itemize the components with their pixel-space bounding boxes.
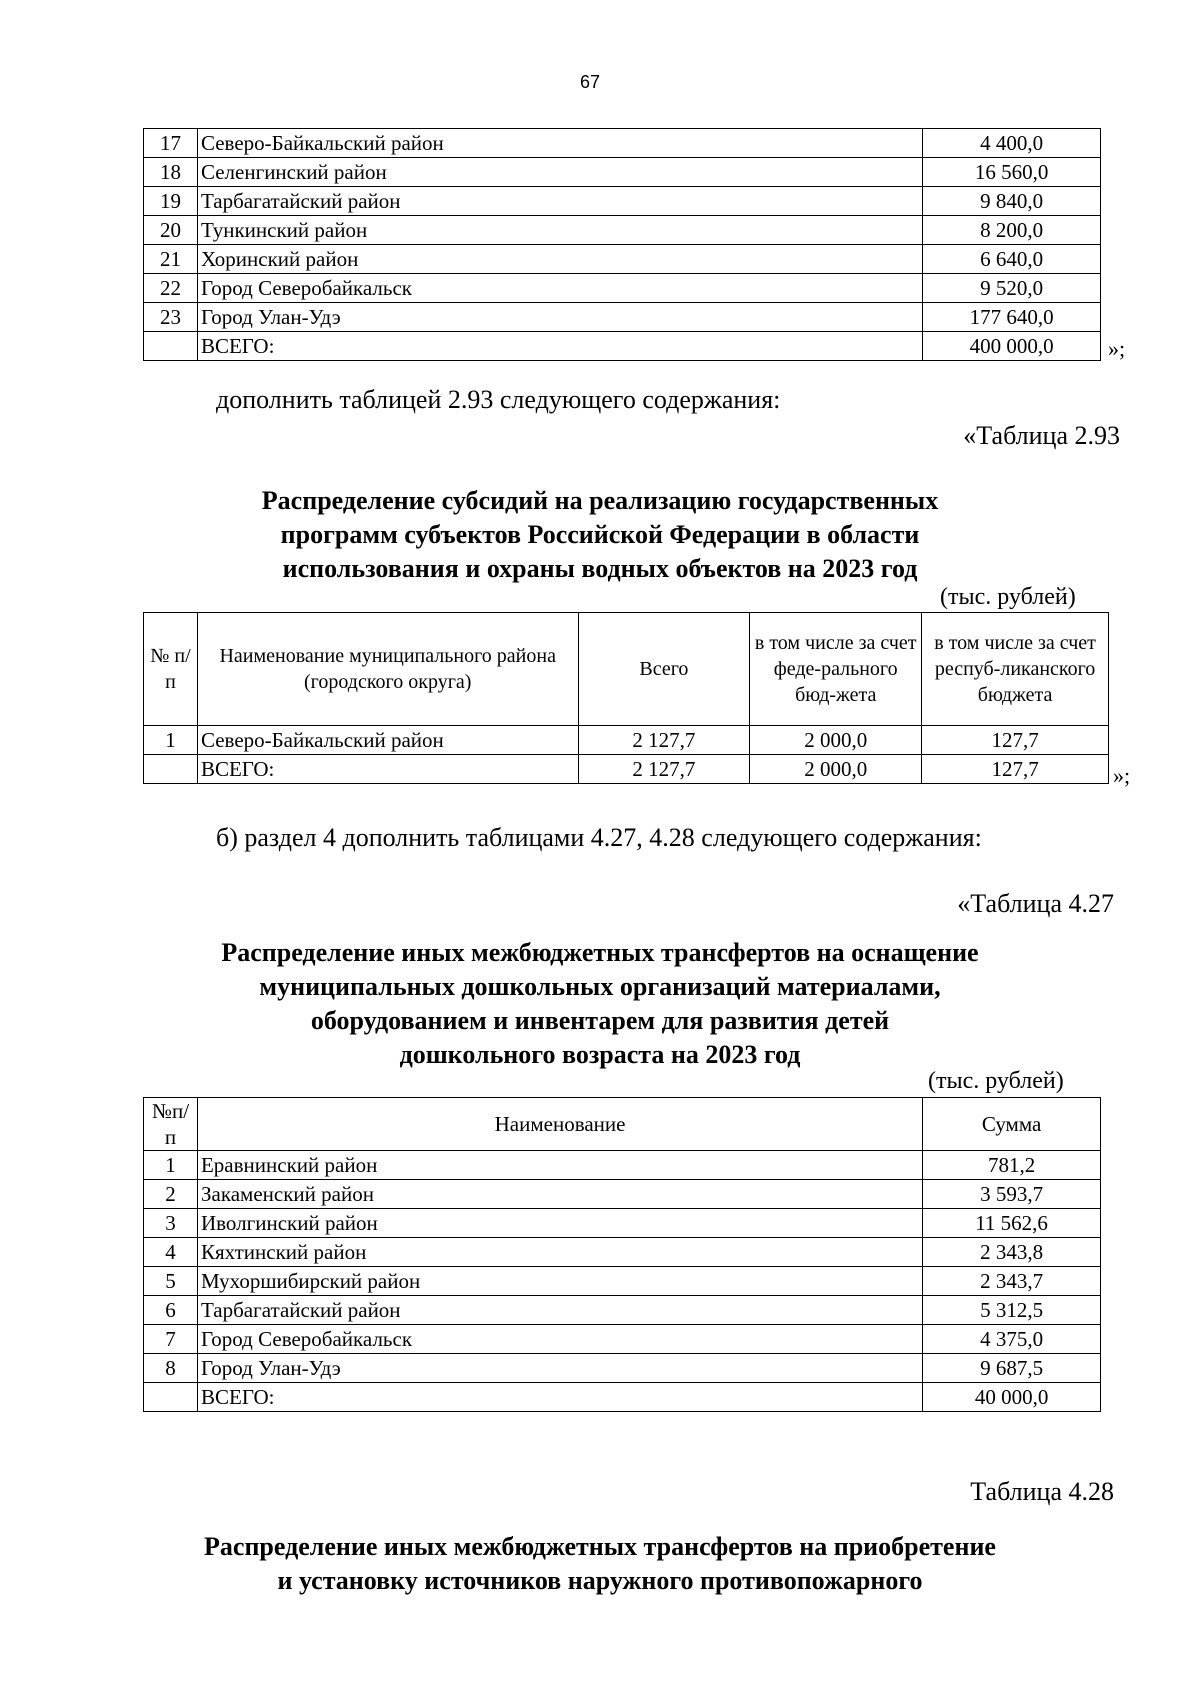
table-2-93 <box>143 612 1109 784</box>
row-number: 5 <box>144 1267 198 1296</box>
row-name: Еравнинский район <box>197 1151 922 1180</box>
header-name: Наименование муниципального района (городского округа) <box>197 613 578 726</box>
row-number: 20 <box>144 216 198 245</box>
table-header-row <box>144 613 1109 726</box>
total-label: ВСЕГО: <box>197 1383 922 1412</box>
row-number: 19 <box>144 187 198 216</box>
row-sum: 2 343,8 <box>923 1238 1101 1267</box>
table-row <box>144 216 1101 245</box>
table-row <box>144 1180 1101 1209</box>
row-name: Город Северобайкальск <box>197 1325 922 1354</box>
table-row <box>144 1325 1101 1354</box>
title-line: Распределение иных межбюджетных трансфертов на приобретение <box>204 1532 996 1561</box>
row-sum: 6 640,0 <box>923 245 1101 274</box>
row-number: 1 <box>144 726 198 755</box>
row-federal: 2 000,0 <box>750 726 922 755</box>
row-number: 8 <box>144 1354 198 1383</box>
table-row <box>144 1151 1101 1180</box>
title-line: дошкольного возраста на 2023 год <box>399 1040 801 1069</box>
row-sum: 2 343,7 <box>923 1267 1101 1296</box>
total-number <box>144 755 198 784</box>
header-total: Всего <box>578 613 750 726</box>
row-name: Иволгинский район <box>197 1209 922 1238</box>
table-4-28-label: Таблица 4.28 <box>970 1477 1114 1506</box>
row-name: Тункинский район <box>197 216 922 245</box>
table-4-27-label: «Таблица 4.27 <box>957 889 1114 918</box>
row-sum: 11 562,6 <box>923 1209 1101 1238</box>
title-line: Распределение субсидий на реализацию государственных <box>261 486 939 515</box>
row-name: Кяхтинский район <box>197 1238 922 1267</box>
table-row <box>144 1238 1101 1267</box>
header-name: Наименование <box>197 1098 922 1151</box>
row-name: Северо-Байкальский район <box>197 129 922 158</box>
table-4-28-title <box>0 1530 1200 1598</box>
row-number: 6 <box>144 1296 198 1325</box>
row-number: 18 <box>144 158 198 187</box>
total-republic: 127,7 <box>922 755 1109 784</box>
total-number <box>144 332 198 361</box>
table-2-93-title <box>0 484 1200 586</box>
row-number: 22 <box>144 274 198 303</box>
table-2-93-unit: (тыс. рублей) <box>940 584 1076 610</box>
title-line: оборудованием и инвентарем для развития детей <box>310 1006 890 1035</box>
table-4-27-title <box>0 936 1200 1072</box>
row-name: Селенгинский район <box>197 158 922 187</box>
total-federal: 2 000,0 <box>750 755 922 784</box>
row-republic: 127,7 <box>922 726 1109 755</box>
table-prev <box>143 128 1101 361</box>
table-row <box>144 1354 1101 1383</box>
table-4-27 <box>143 1097 1101 1412</box>
row-sum: 9 520,0 <box>923 274 1101 303</box>
table-row <box>144 1296 1101 1325</box>
title-line: и установку источников наружного противопожарного <box>277 1566 923 1595</box>
total-label: ВСЕГО: <box>197 755 578 784</box>
row-sum: 781,2 <box>923 1151 1101 1180</box>
row-name: Северо-Байкальский район <box>197 726 578 755</box>
row-number: 2 <box>144 1180 198 1209</box>
row-name: Тарбагатайский район <box>197 187 922 216</box>
title-line: Распределение иных межбюджетных трансфертов на оснащение <box>221 938 979 967</box>
total-sum: 400 000,0 <box>923 332 1101 361</box>
row-name: Мухоршибирский район <box>197 1267 922 1296</box>
table-row <box>144 726 1109 755</box>
table-4-27-unit: (тыс. рублей) <box>928 1068 1064 1094</box>
paragraph-add-table-2-93: дополнить таблицей 2.93 следующего содержания: <box>216 385 781 414</box>
header-number: №п/п <box>144 1098 198 1151</box>
header-federal: в том числе за счет феде-рального бюд-жета <box>750 613 922 726</box>
title-line: использования и охраны водных объектов на 2023 год <box>282 554 918 583</box>
total-row <box>144 755 1109 784</box>
row-name: Закаменский район <box>197 1180 922 1209</box>
row-sum: 4 375,0 <box>923 1325 1101 1354</box>
total-total: 2 127,7 <box>578 755 750 784</box>
paragraph-section-4: б) раздел 4 дополнить таблицами 4.27, 4.28 следующего содержания: <box>216 823 982 852</box>
table-row <box>144 245 1101 274</box>
header-republic: в том числе за счет респуб-ликанского бюджета <box>922 613 1109 726</box>
row-number: 23 <box>144 303 198 332</box>
page-number: 67 <box>580 72 601 92</box>
table-row <box>144 1267 1101 1296</box>
row-name: Город Северобайкальск <box>197 274 922 303</box>
table-2-93-closer: »; <box>1113 763 1131 788</box>
row-total: 2 127,7 <box>578 726 750 755</box>
total-label: ВСЕГО: <box>197 332 922 361</box>
title-line: программ субъектов Российской Федерации в области <box>280 520 920 549</box>
total-number <box>144 1383 198 1412</box>
row-number: 3 <box>144 1209 198 1238</box>
title-line: муниципальных дошкольных организаций материалами, <box>259 972 941 1001</box>
row-sum: 5 312,5 <box>923 1296 1101 1325</box>
table-header-row <box>144 1098 1101 1151</box>
header-sum: Сумма <box>923 1098 1101 1151</box>
row-number: 1 <box>144 1151 198 1180</box>
row-sum: 8 200,0 <box>923 216 1101 245</box>
row-name: Хоринский район <box>197 245 922 274</box>
header-number: № п/п <box>144 613 198 726</box>
row-name: Тарбагатайский район <box>197 1296 922 1325</box>
row-number: 4 <box>144 1238 198 1267</box>
table-row <box>144 303 1101 332</box>
row-sum: 9 840,0 <box>923 187 1101 216</box>
row-number: 21 <box>144 245 198 274</box>
row-sum: 3 593,7 <box>923 1180 1101 1209</box>
total-row <box>144 332 1101 361</box>
table-row <box>144 274 1101 303</box>
row-sum: 16 560,0 <box>923 158 1101 187</box>
row-name: Город Улан-Удэ <box>197 303 922 332</box>
row-sum: 4 400,0 <box>923 129 1101 158</box>
table-prev-closer: »; <box>1108 336 1126 361</box>
total-row <box>144 1383 1101 1412</box>
table-row <box>144 158 1101 187</box>
total-sum: 40 000,0 <box>923 1383 1101 1412</box>
row-sum: 177 640,0 <box>923 303 1101 332</box>
table-row <box>144 129 1101 158</box>
table-2-93-label: «Таблица 2.93 <box>963 421 1120 450</box>
row-number: 7 <box>144 1325 198 1354</box>
table-row <box>144 187 1101 216</box>
row-number: 17 <box>144 129 198 158</box>
row-sum: 9 687,5 <box>923 1354 1101 1383</box>
table-row <box>144 1209 1101 1238</box>
row-name: Город Улан-Удэ <box>197 1354 922 1383</box>
